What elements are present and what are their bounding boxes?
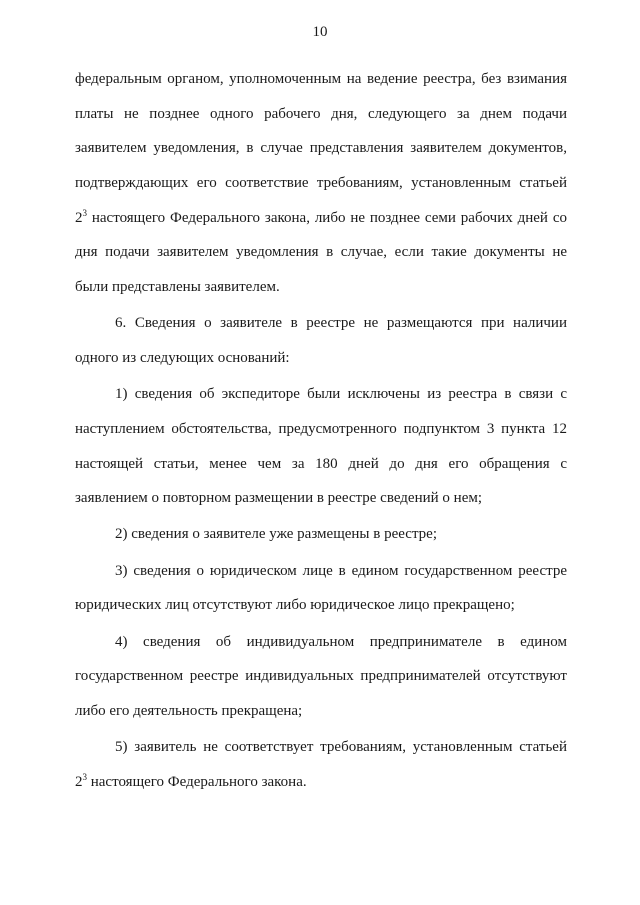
text-line: подтверждающих его соответствие требованиям, установленным статьей [75,175,567,192]
article-number: 2 [75,209,83,226]
list-item-5-line: 5) заявитель не соответствует требованиям, установленным статьей [115,739,567,756]
page-number: 10 [312,24,328,40]
text-line: заявителем уведомления, в случае представления заявителем документов, [75,140,567,157]
article-superscript: 3 [82,207,87,218]
text-line: платы не позднее одного рабочего дня, следующего за днем подачи [75,105,567,122]
list-item-2-line: 2) сведения о заявителе уже размещены в реестре; [115,526,438,543]
text-line: настоящей статьи, менее чем за 180 дней до дня его обращения с [75,455,567,472]
article-number: 2 [75,773,83,790]
text-span: настоящего Федерального закона, либо не позднее семи рабочих дней со [87,209,567,226]
text-line: одного из следующих оснований: [75,350,290,366]
list-item-4-line: 4) сведения об индивидуальном предпринимателе в едином [115,633,567,650]
text-line: заявлением о повторном размещении в реестре сведений о нем; [75,490,483,507]
paragraph-6-line: 6. Сведения о заявителе в реестре не размещаются при наличии [115,315,567,332]
article-superscript: 3 [82,771,87,782]
text-line: дня подачи заявителем уведомления в случае, если такие документы не [75,244,567,261]
list-item-3-line: 3) сведения о юридическом лице в едином государственном реестре [115,562,567,579]
text-line [75,765,567,800]
list-item-1-line: 1) сведения об экспедиторе были исключены из реестра в связи с [115,386,567,403]
text-line: государственном реестре индивидуальных предпринимателей отсутствуют [75,668,567,685]
text-line: юридических лиц отсутствуют либо юридическое лицо прекращено; [75,597,515,614]
text-line: наступлением обстоятельства, предусмотренного подпунктом 3 пункта 12 [75,420,567,437]
text-line: либо его деятельность прекращена; [75,702,303,719]
document-body [75,62,567,799]
text-line [75,201,567,236]
text-span: настоящего Федерального закона. [87,773,307,790]
text-line: были представлены заявителем. [75,279,280,296]
text-line: федеральным органом, уполномоченным на ведение реестра, без взимания [75,71,567,87]
